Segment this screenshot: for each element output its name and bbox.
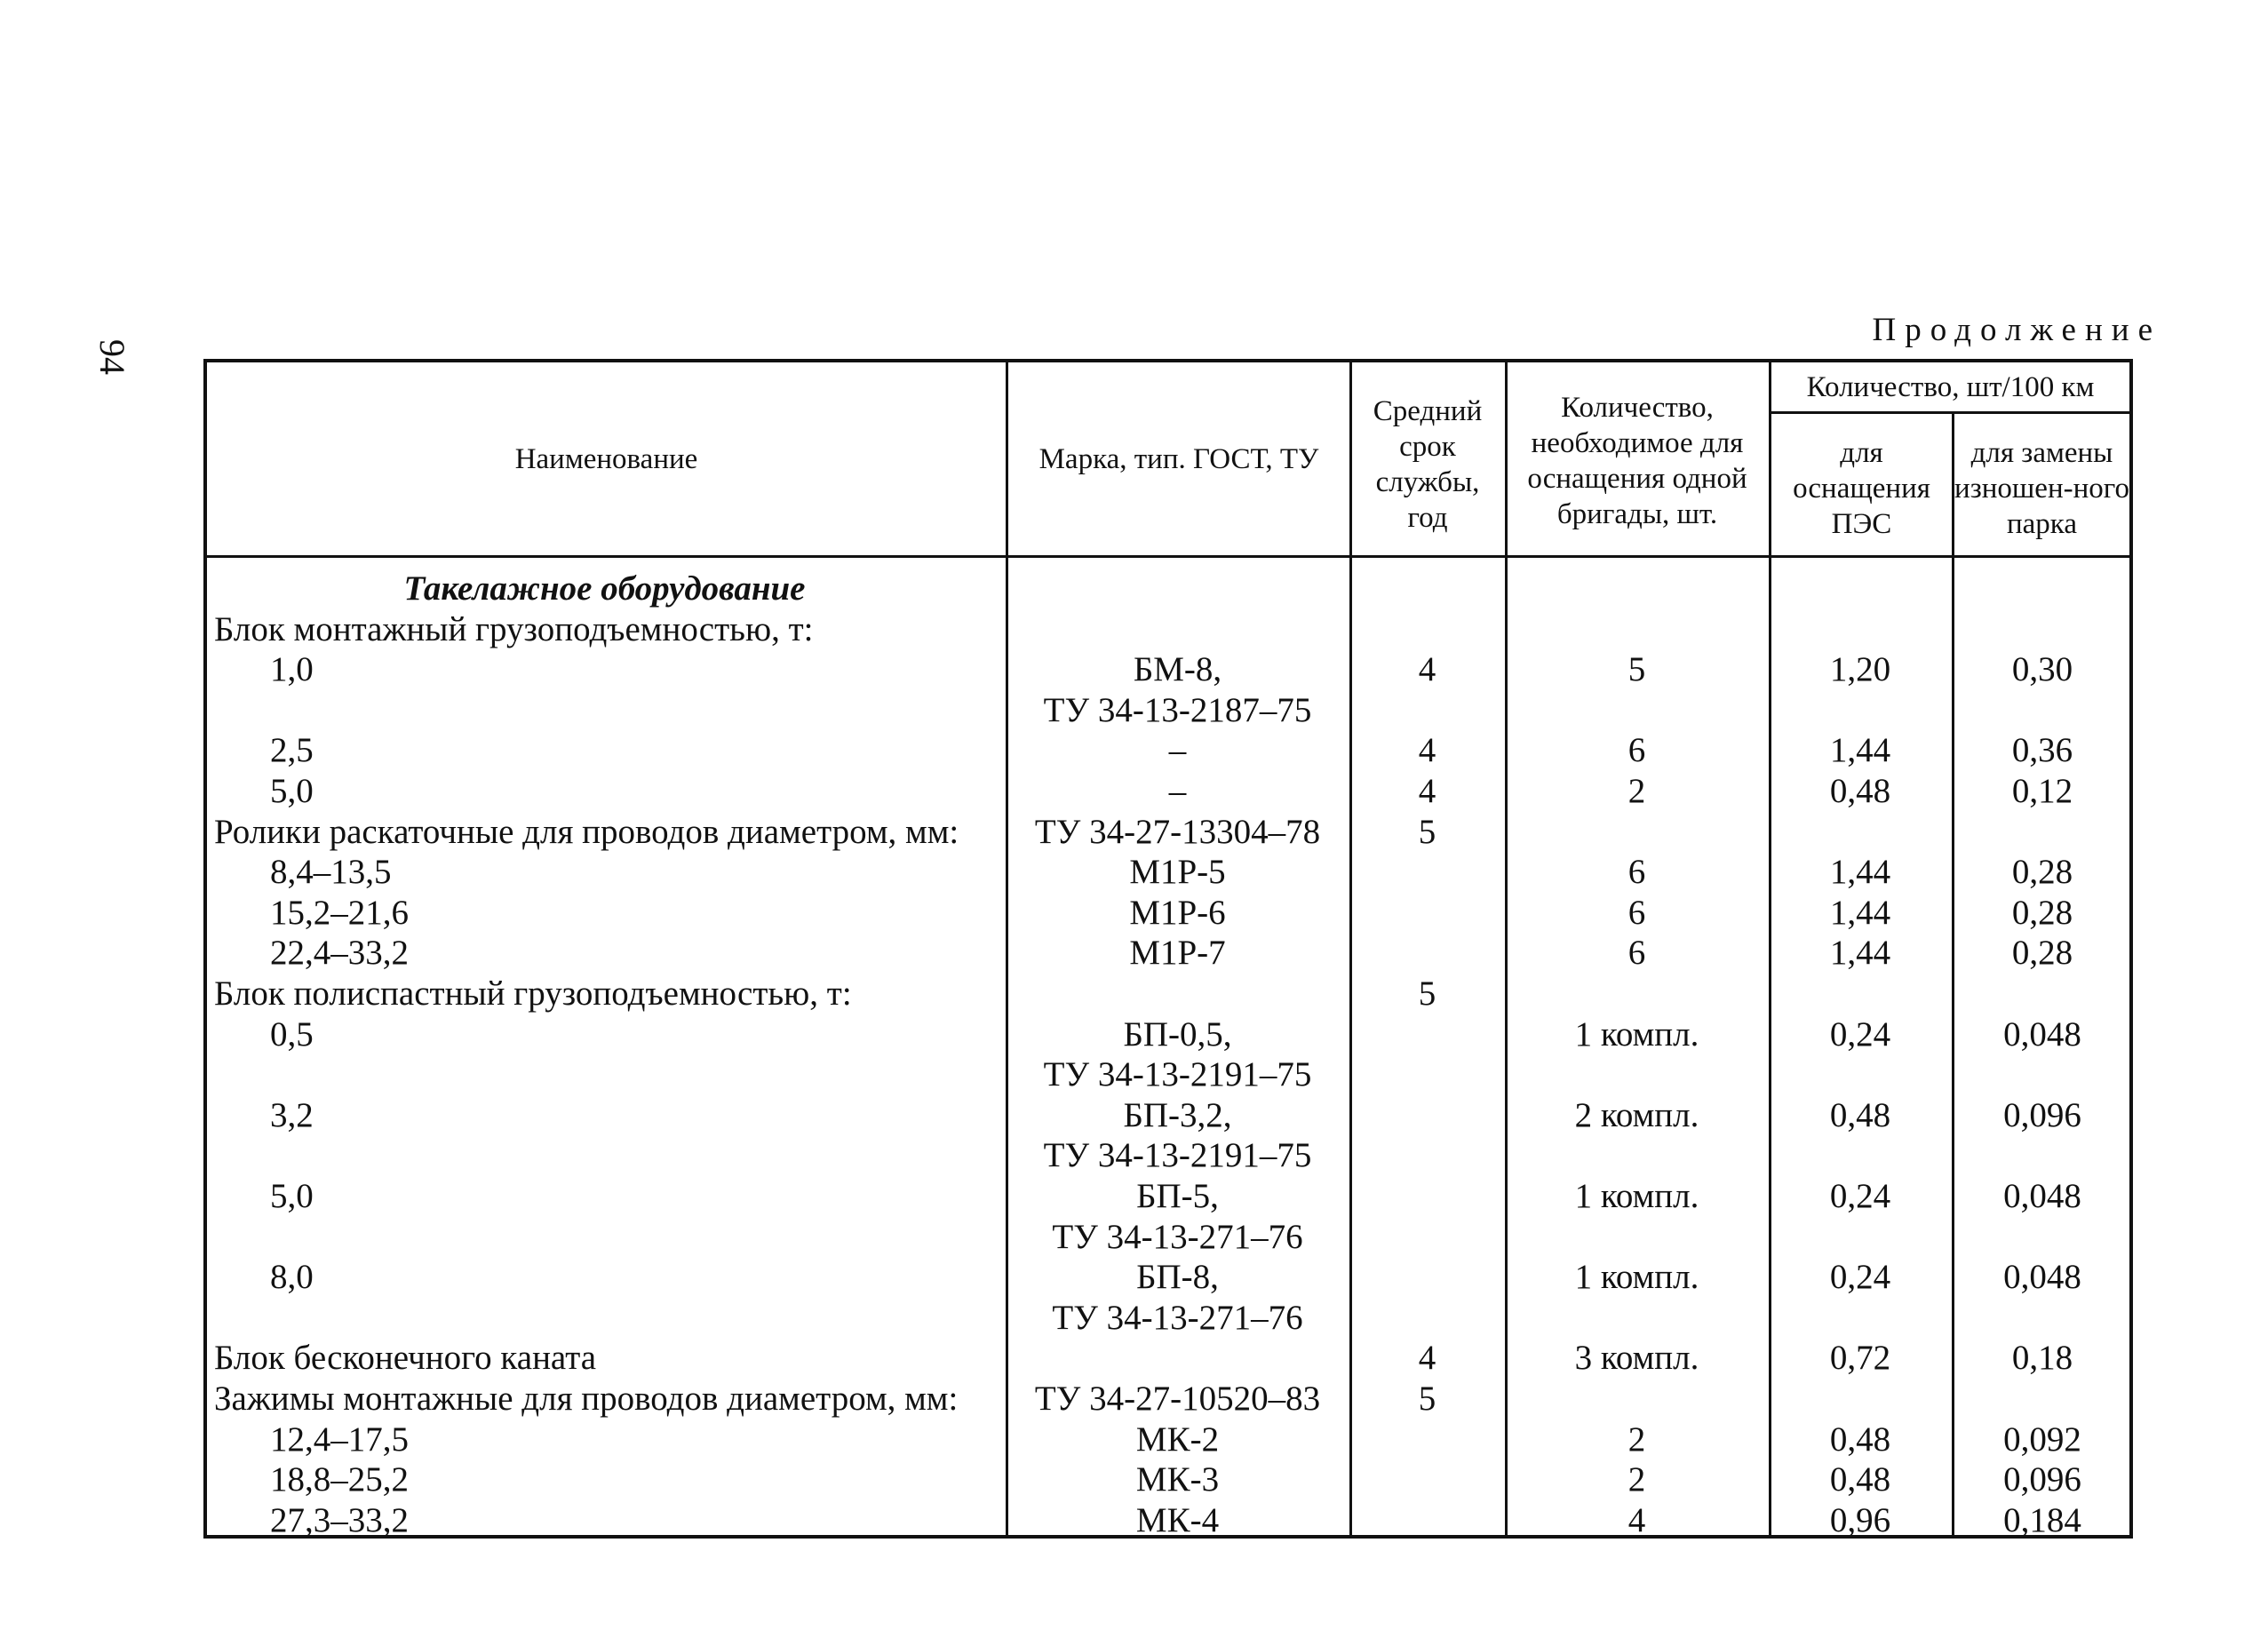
cell-name: Такелажное оборудование xyxy=(403,569,806,608)
cell-life: 5 xyxy=(1418,813,1436,851)
cell-qty: 5 xyxy=(1627,650,1646,688)
table-row xyxy=(203,933,2133,974)
table-row xyxy=(203,1500,2133,1541)
header-for-pes: для оснащения ПЭС xyxy=(1793,437,1930,540)
cell-pes: 0,48 xyxy=(1829,1420,1891,1459)
cell-rep: 0,048 xyxy=(2003,1258,2081,1296)
cell-life xyxy=(1349,1014,1505,1055)
header-qty-per-100km: Количество, шт/100 км xyxy=(1806,370,2095,403)
table-row xyxy=(203,852,2133,893)
cell-rep: 0,30 xyxy=(2011,650,2073,688)
cell-name: 8,4–13,5 xyxy=(270,853,392,891)
cell-qty: 2 компл. xyxy=(1574,1096,1699,1134)
cell-pes: 0,72 xyxy=(1829,1339,1891,1377)
cell-rep: 0,048 xyxy=(2003,1177,2081,1215)
cell-qty xyxy=(1505,1298,1769,1339)
cell-qty: 6 xyxy=(1627,731,1646,769)
cell-qty xyxy=(1505,569,1769,609)
cell-rep xyxy=(1952,569,2133,609)
cell-rep: 0,096 xyxy=(2003,1460,2081,1499)
cell-pes: 1,44 xyxy=(1829,731,1891,769)
table-row xyxy=(203,1217,2133,1258)
cell-mark: БП-0,5, xyxy=(1123,1015,1232,1054)
table-row xyxy=(203,974,2133,1014)
cell-pes xyxy=(1769,690,1952,731)
cell-qty xyxy=(1505,974,1769,1014)
cell-life: 5 xyxy=(1418,974,1436,1013)
cell-rep xyxy=(1952,1298,2133,1339)
cell-life xyxy=(1349,1298,1505,1339)
cell-mark: ТУ 34-13-2191–75 xyxy=(1043,1136,1312,1174)
cell-qty: 4 xyxy=(1627,1501,1646,1539)
cell-mark: ТУ 34-27-13304–78 xyxy=(1034,813,1321,851)
cell-mark: БП-3,2, xyxy=(1123,1096,1232,1134)
cell-name: 2,5 xyxy=(270,731,314,769)
page-number: 94 xyxy=(92,339,132,375)
cell-pes xyxy=(1769,974,1952,1014)
cell-qty xyxy=(1505,690,1769,731)
cell-pes: 0,24 xyxy=(1829,1258,1891,1296)
table-row xyxy=(203,649,2133,690)
cell-name: Блок бесконечного каната xyxy=(214,1339,597,1377)
header-name: Наименование xyxy=(514,442,698,475)
cell-name: Зажимы монтажные для проводов диаметром, мм: xyxy=(214,1380,959,1418)
cell-name: 0,5 xyxy=(270,1015,314,1054)
header-qty-per-team: Количество, необходимое для оснащения одной бригады, шт. xyxy=(1527,391,1747,530)
cell-qty: 6 xyxy=(1627,853,1646,891)
cell-rep xyxy=(1952,974,2133,1014)
cell-name: 15,2–21,6 xyxy=(270,894,409,932)
cell-qty: 1 компл. xyxy=(1574,1015,1699,1054)
cell-name: Блок монтажный грузоподъемностью, т: xyxy=(214,610,814,648)
cell-life xyxy=(1349,1095,1505,1136)
cell-life xyxy=(1349,1257,1505,1298)
cell-mark: М1Р-5 xyxy=(1129,853,1226,891)
cell-qty xyxy=(1505,609,1769,650)
cell-pes: 0,24 xyxy=(1829,1015,1891,1054)
table-row xyxy=(203,1054,2133,1095)
cell-mark: М1Р-6 xyxy=(1129,894,1226,932)
cell-life xyxy=(1349,933,1505,974)
cell-pes: 1,20 xyxy=(1829,650,1891,688)
cell-qty: 6 xyxy=(1627,934,1646,972)
cell-pes xyxy=(1769,1217,1952,1258)
cell-mark: – xyxy=(1168,731,1187,769)
cell-mark xyxy=(1006,569,1349,609)
cell-name: 12,4–17,5 xyxy=(270,1420,409,1459)
cell-qty xyxy=(1505,1054,1769,1095)
cell-pes: 0,48 xyxy=(1829,1096,1891,1134)
cell-mark: МК-2 xyxy=(1135,1420,1220,1459)
cell-name: 18,8–25,2 xyxy=(270,1460,409,1499)
cell-pes: 0,24 xyxy=(1829,1177,1891,1215)
header-mark: Марка, тип. ГОСТ, ТУ xyxy=(1039,442,1319,475)
cell-life xyxy=(1349,1459,1505,1500)
table-row xyxy=(203,1338,2133,1379)
cell-name: 3,2 xyxy=(270,1096,314,1134)
continuation-label: Продолжение xyxy=(1872,312,2161,348)
cell-pes: 0,96 xyxy=(1829,1501,1891,1539)
cell-pes xyxy=(1769,569,1952,609)
cell-mark: ТУ 34-13-271–76 xyxy=(1052,1218,1303,1256)
cell-qty: 3 компл. xyxy=(1574,1339,1699,1377)
cell-life xyxy=(1349,1135,1505,1176)
cell-rep xyxy=(1952,812,2133,853)
cell-pes: 1,44 xyxy=(1829,934,1891,972)
cell-pes xyxy=(1769,812,1952,853)
cell-life xyxy=(1349,1500,1505,1541)
cell-qty: 6 xyxy=(1627,894,1646,932)
cell-mark: ТУ 34-13-271–76 xyxy=(1052,1299,1303,1337)
cell-pes: 1,44 xyxy=(1829,853,1891,891)
cell-mark: МК-4 xyxy=(1135,1501,1220,1539)
cell-rep xyxy=(1952,1135,2133,1176)
cell-rep: 0,184 xyxy=(2003,1501,2081,1539)
cell-mark: М1Р-7 xyxy=(1129,934,1226,972)
table-row xyxy=(203,812,2133,853)
cell-life: 4 xyxy=(1418,1339,1436,1377)
cell-qty: 1 компл. xyxy=(1574,1258,1699,1296)
section-heading-row xyxy=(203,569,2133,609)
cell-life: 4 xyxy=(1418,772,1436,810)
header-for-replacement: для замены изношен-ного парка xyxy=(1954,437,2129,540)
cell-rep: 0,12 xyxy=(2011,772,2073,810)
cell-rep: 0,28 xyxy=(2011,853,2073,891)
cell-name: 5,0 xyxy=(270,772,314,810)
table-row xyxy=(203,609,2133,650)
cell-qty xyxy=(1505,1379,1769,1419)
table-row xyxy=(203,1459,2133,1500)
table-row xyxy=(203,690,2133,731)
cell-pes xyxy=(1769,1379,1952,1419)
cell-pes xyxy=(1769,1135,1952,1176)
header-bottom-border xyxy=(203,555,2133,558)
cell-rep xyxy=(1952,1054,2133,1095)
cell-life: 4 xyxy=(1418,731,1436,769)
table-row xyxy=(203,1298,2133,1339)
cell-pes xyxy=(1769,1054,1952,1095)
cell-mark: МК-3 xyxy=(1135,1460,1220,1499)
table-row xyxy=(203,1176,2133,1217)
cell-rep xyxy=(1952,609,2133,650)
cell-mark xyxy=(1006,974,1349,1014)
cell-rep: 0,048 xyxy=(2003,1015,2081,1054)
cell-rep: 0,36 xyxy=(2011,731,2073,769)
cell-name: Ролики раскаточные для проводов диаметром, мм: xyxy=(214,813,959,851)
cell-pes xyxy=(1769,609,1952,650)
cell-qty: 2 xyxy=(1627,1460,1646,1499)
cell-life: 4 xyxy=(1418,650,1436,688)
cell-life xyxy=(1349,569,1505,609)
cell-mark: БП-8, xyxy=(1136,1258,1219,1296)
cell-qty: 1 компл. xyxy=(1574,1177,1699,1215)
cell-life xyxy=(1349,893,1505,934)
cell-life: 5 xyxy=(1418,1380,1436,1418)
table-row xyxy=(203,1095,2133,1136)
cell-qty xyxy=(1505,1135,1769,1176)
cell-mark: ТУ 34-13-2187–75 xyxy=(1043,691,1312,729)
cell-life xyxy=(1349,1054,1505,1095)
table-row xyxy=(203,1135,2133,1176)
cell-rep: 0,096 xyxy=(2003,1096,2081,1134)
table-row xyxy=(203,1379,2133,1419)
cell-rep: 0,18 xyxy=(2011,1339,2073,1377)
cell-qty: 2 xyxy=(1627,772,1646,810)
cell-qty xyxy=(1505,1217,1769,1258)
header-divider xyxy=(1769,411,2133,414)
cell-life xyxy=(1349,852,1505,893)
cell-life xyxy=(1349,1419,1505,1460)
cell-rep xyxy=(1952,1217,2133,1258)
cell-rep: 0,28 xyxy=(2011,894,2073,932)
cell-mark: ТУ 34-13-2191–75 xyxy=(1043,1055,1312,1093)
table-row xyxy=(203,1419,2133,1460)
cell-pes: 0,48 xyxy=(1829,1460,1891,1499)
cell-pes: 0,48 xyxy=(1829,772,1891,810)
cell-mark: БМ-8, xyxy=(1133,650,1222,688)
cell-rep: 0,28 xyxy=(2011,934,2073,972)
cell-name: 8,0 xyxy=(270,1258,314,1296)
cell-life xyxy=(1349,690,1505,731)
table-row xyxy=(203,1257,2133,1298)
cell-name: 27,3–33,2 xyxy=(270,1501,409,1539)
cell-mark xyxy=(1006,609,1349,650)
cell-life xyxy=(1349,1176,1505,1217)
cell-name: 5,0 xyxy=(270,1177,314,1215)
cell-rep xyxy=(1952,690,2133,731)
cell-pes: 1,44 xyxy=(1829,894,1891,932)
cell-mark: ТУ 34-27-10520–83 xyxy=(1034,1380,1321,1418)
cell-name: 1,0 xyxy=(270,650,314,688)
table-row xyxy=(203,730,2133,771)
cell-rep: 0,092 xyxy=(2003,1420,2081,1459)
cell-life xyxy=(1349,609,1505,650)
cell-name: 22,4–33,2 xyxy=(270,934,409,972)
table-row xyxy=(203,771,2133,812)
cell-rep xyxy=(1952,1379,2133,1419)
cell-mark: – xyxy=(1168,772,1187,810)
table-row xyxy=(203,1014,2133,1055)
header-service-life: Средний срок службы, год xyxy=(1373,394,1483,534)
cell-qty xyxy=(1505,812,1769,853)
cell-name: Блок полиспастный грузоподъемностью, т: xyxy=(214,974,852,1013)
cell-pes xyxy=(1769,1298,1952,1339)
cell-mark xyxy=(1006,1338,1349,1379)
table-row xyxy=(203,893,2133,934)
cell-mark: БП-5, xyxy=(1136,1177,1219,1215)
cell-qty: 2 xyxy=(1627,1420,1646,1459)
cell-life xyxy=(1349,1217,1505,1258)
